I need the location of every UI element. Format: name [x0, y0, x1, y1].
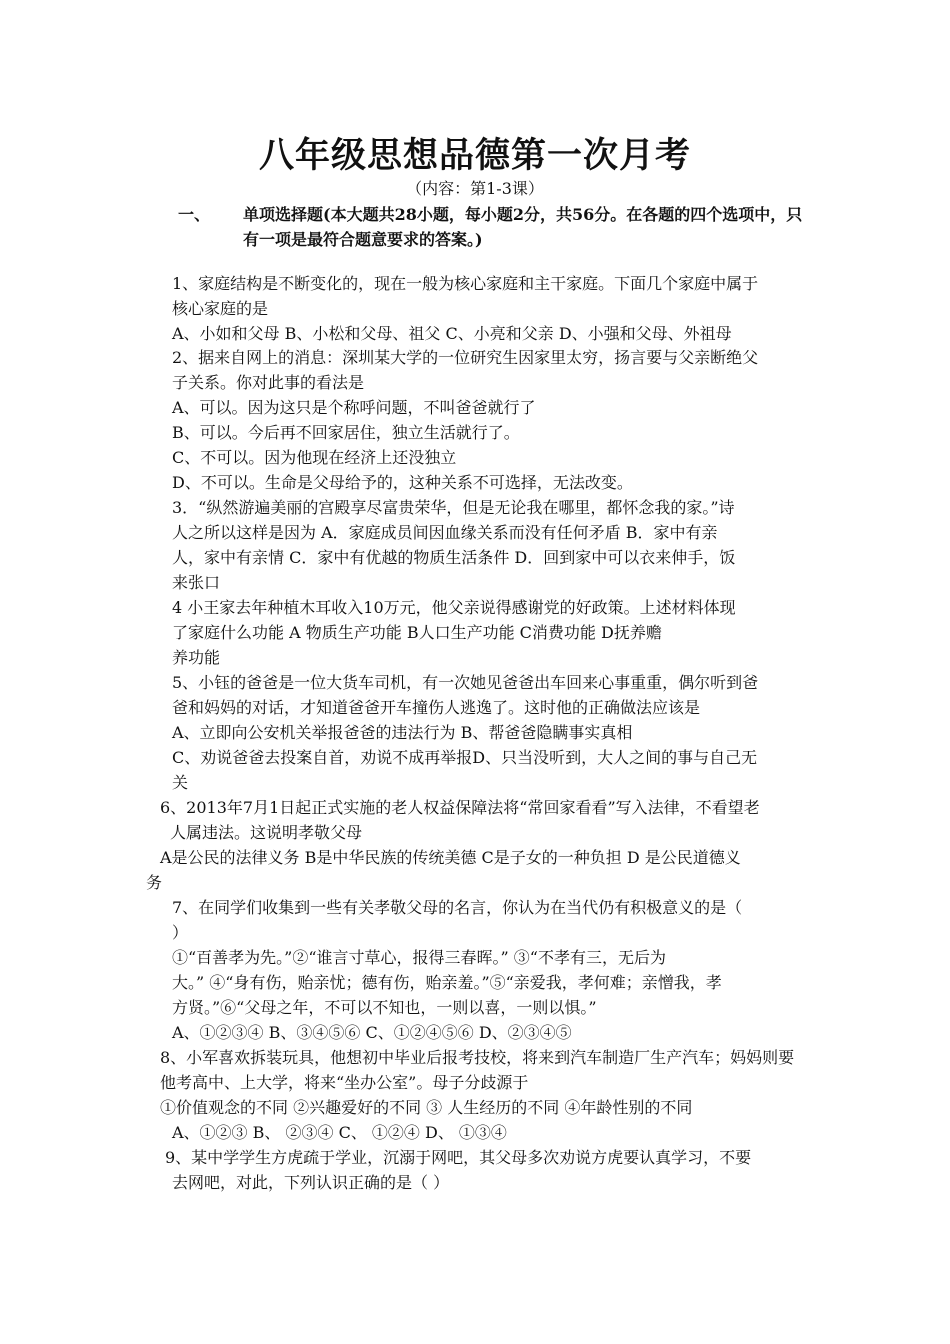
question-line: 3．“纵然游遍美丽的宫殿享尽富贵荣华，但是无论我在哪里，都怀念我的家。”诗 [172, 498, 735, 517]
question-line: 方贤。”⑥“父母之年，不可以不知也，一则以喜，一则以惧。” [172, 998, 597, 1017]
question-line: 9、某中学学生方虎疏于学业，沉溺于网吧，其父母多次劝说方虎要认真学习，不要 [165, 1148, 752, 1167]
question-line: 8、小军喜欢拆装玩具，他想初中毕业后报考技校，将来到汽车制造厂生产汽车；妈妈则要 [160, 1048, 795, 1067]
question-line: ①价值观念的不同 ②兴趣爱好的不同 ③ 人生经历的不同 ④年龄性别的不同 [160, 1098, 693, 1117]
section-number: 一、 [178, 205, 211, 224]
question-line: 爸和妈妈的对话，才知道爸爸开车撞伤人逃逸了。这时他的正确做法应该是 [172, 698, 701, 717]
question-line: 人属违法。这说明孝敬父母 [170, 823, 363, 842]
question-line: 2、据来自网上的消息：深圳某大学的一位研究生因家里太穷，扬言要与父亲断绝父 [172, 348, 759, 367]
question-line: 7、在同学们收集到一些有关孝敬父母的名言，你认为在当代仍有积极意义的是（ [172, 898, 743, 917]
question-line: 关 [172, 773, 189, 792]
question-line: 大。” ④“身有伤，贻亲忧；德有伤，贻亲羞。”⑤“亲爱我，孝何难；亲憎我，孝 [172, 973, 722, 992]
question-line: A、小如和父母 B、小松和父母、祖父 C、小亮和父亲 D、小强和父母、外祖母 [172, 324, 732, 343]
question-line: ①“百善孝为先。”②“谁言寸草心，报得三春晖。” ③“不孝有三，无后为 [172, 948, 666, 967]
question-line: D、不可以。生命是父母给予的，这种关系不可选择，无法改变。 [172, 473, 633, 492]
question-line: 子关系。你对此事的看法是 [172, 373, 365, 392]
question-line: 人，家中有亲情 C．家中有优越的物质生活条件 D．回到家中可以衣来伸手，饭 [172, 548, 736, 567]
question-line: 核心家庭的是 [172, 299, 269, 318]
question-line: 人之所以这样是因为 A．家庭成员间因血缘关系而没有任何矛盾 B．家中有亲 [172, 523, 718, 542]
question-line: A、①②③④ B、③④⑤⑥ C、①②④⑤⑥ D、②③④⑤ [172, 1023, 572, 1042]
page-title: 八年级思想品德第一次月考 [258, 135, 691, 176]
question-line: 务 [146, 873, 163, 892]
question-line: 了家庭什么功能 A 物质生产功能 B人口生产功能 C消费功能 D抚养赡 [172, 623, 662, 642]
question-line: B、可以。今后再不回家居住，独立生活就行了。 [172, 423, 520, 442]
page-subtitle: （内容：第1-3课） [406, 179, 544, 198]
question-line: A是公民的法律义务 B是中华民族的传统美德 C是子女的一种负担 D 是公民道德义 [160, 848, 741, 867]
question-line: 他考高中、上大学，将来“坐办公室”。母子分歧源于 [160, 1073, 529, 1092]
question-line: 5、小钰的爸爸是一位大货车司机，有一次她见爸爸出车回来心事重重，偶尔听到爸 [172, 673, 759, 692]
question-line: 养功能 [172, 648, 221, 667]
question-line: C、不可以。因为他现在经济上还没独立 [172, 448, 457, 467]
question-line: A、可以。因为这只是个称呼问题，不叫爸爸就行了 [172, 398, 536, 417]
section-instructions: 单项选择题(本大题共28小题，每小题2分，共56分。在各题的四个选项中，只有一项是最符合题意要求的答案。) [243, 205, 803, 249]
question-line: 去网吧，对此，下列认识正确的是（ ） [172, 1173, 450, 1192]
question-line: ） [172, 923, 189, 942]
question-line: 来张口 [172, 573, 221, 592]
question-line: A、①②③ B、 ②③④ C、 ①②④ D、 ①③④ [172, 1123, 507, 1142]
question-line: A、立即向公安机关举报爸爸的违法行为 B、帮爸爸隐瞒事实真相 [172, 723, 633, 742]
question-line: 6、2013年7月1日起正式实施的老人权益保障法将“常回家看看”写入法律，不看望老 [160, 798, 760, 817]
question-line: 4 小王家去年种植木耳收入10万元，他父亲说得感谢党的好政策。上述材料体现 [172, 598, 736, 617]
question-line: 1、家庭结构是不断变化的，现在一般为核心家庭和主干家庭。下面几个家庭中属于 [172, 274, 759, 293]
question-line: C、劝说爸爸去投案自首，劝说不成再举报D、只当没听到，大人之间的事与自己无 [172, 748, 758, 767]
